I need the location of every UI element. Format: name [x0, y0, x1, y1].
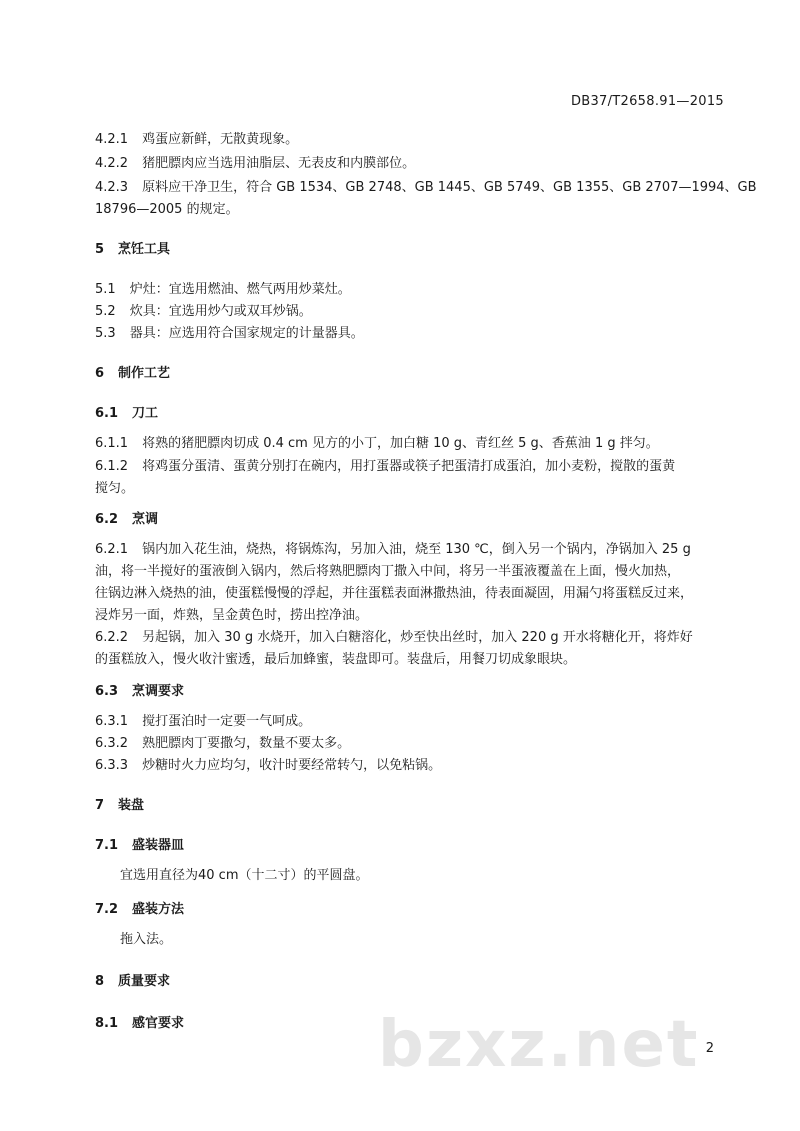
clause-6-2-2-line-2: 的蛋糕放入，慢火收汁蜜透，最后加蜂蜜，装盘即可。装盘后，用餐刀切成象眼块。 — [95, 652, 577, 667]
section-5-heading — [95, 240, 170, 260]
clause-number: 6.1.1 — [95, 436, 129, 451]
section-number: 7 — [95, 798, 105, 813]
clause-number: 6.3.2 — [95, 736, 129, 751]
clause-text: 搅打蛋泊时一定要一气呵成。 — [142, 714, 312, 729]
clause-number: 4.2.2 — [95, 156, 129, 171]
section-6-heading — [95, 364, 170, 384]
subsection-6-1-heading — [95, 404, 158, 424]
clause-number: 6.1.2 — [95, 459, 129, 474]
clause-6-3-2 — [95, 734, 350, 754]
clause-text: 熟肥膘肉丁要撒匀，数量不要太多。 — [142, 736, 351, 751]
section-title: 烹饪工具 — [118, 242, 171, 257]
section-number: 5 — [95, 242, 105, 257]
clause-text: 原料应干净卫生，符合 GB 1534、GB 2748、GB 1445、GB 5749、GB 1355、GB 2707—1994、GB — [142, 180, 757, 195]
subsection-8-1-heading — [95, 1014, 184, 1034]
clause-text: 将熟的猪肥膘肉切成 0.4 cm 见方的小丁，加白糖 10 g、青红丝 5 g、香蕉油 1 g 拌匀。 — [142, 436, 659, 451]
clause-number: 5.2 — [95, 304, 116, 319]
subsection-7-2-heading — [95, 900, 184, 920]
clause-6-2-1-line-2: 油，将一半搅好的蛋液倒入锅内，然后将熟肥膘肉丁撒入中间，将另一半蛋液覆盖在上面，慢火加热， — [95, 564, 681, 579]
clause-text: 另起锅，加入 30 g 水烧开，加入白糖溶化，炒至快出丝时，加入 220 g 开水将糖化开，将炸好 — [142, 630, 693, 645]
clause-number: 6.3.3 — [95, 758, 129, 773]
clause-5-3 — [95, 324, 364, 344]
clause-text: 器具：应选用符合国家规定的计量器具。 — [129, 326, 364, 341]
section-title: 质量要求 — [118, 974, 171, 989]
clause-6-3-1 — [95, 712, 311, 732]
clause-6-2-1 — [95, 540, 691, 560]
page-number: 2 — [705, 1041, 714, 1056]
clause-5-2 — [95, 302, 312, 322]
subsection-title: 盛装器皿 — [132, 838, 185, 853]
clause-number: 5.1 — [95, 282, 116, 297]
clause-4-2-1 — [95, 130, 298, 150]
subsection-title: 烹调 — [132, 512, 159, 527]
clause-5-1 — [95, 280, 351, 300]
subsection-title: 烹调要求 — [132, 684, 185, 699]
subsection-6-2-heading — [95, 510, 158, 530]
clause-6-1-2 — [95, 457, 675, 477]
subsection-number: 6.1 — [95, 406, 119, 421]
subsection-6-3-heading — [95, 682, 184, 702]
clause-6-1-2-continuation: 搅匀。 — [95, 481, 135, 496]
clause-text: 炒糖时火力应均匀，收汁时要经常转勺，以免粘锅。 — [142, 758, 442, 773]
clause-6-2-1-line-4: 浸炸另一面，炸熟，呈金黄色时，捞出控净油。 — [95, 608, 369, 623]
clause-number: 4.2.1 — [95, 132, 129, 147]
section-title: 装盘 — [118, 798, 145, 813]
subsection-number: 7.1 — [95, 838, 119, 853]
subsection-number: 6.3 — [95, 684, 119, 699]
section-7-heading — [95, 796, 144, 816]
clause-number: 6.2.1 — [95, 542, 129, 557]
section-title: 制作工艺 — [118, 366, 171, 381]
subsection-title: 盛装方法 — [132, 902, 185, 917]
clause-number: 5.3 — [95, 326, 116, 341]
clause-text: 将鸡蛋分蛋清、蛋黄分别打在碗内，用打蛋器或筷子把蛋清打成蛋泊，加小麦粉，搅散的蛋黄 — [142, 459, 676, 474]
clause-7-1-text: 宜选用直径为40 cm（十二寸）的平圆盘。 — [120, 868, 369, 883]
clause-4-2-2 — [95, 154, 415, 174]
clause-6-3-3 — [95, 756, 441, 776]
clause-text: 炊具：宜选用炒勺或双耳炒锅。 — [129, 304, 312, 319]
clause-number: 6.3.1 — [95, 714, 129, 729]
section-8-heading — [95, 972, 170, 992]
clause-text: 锅内加入花生油，烧热，将锅炼沟，另加入油，烧至 130 ℃，倒入另一个锅内，净锅加入 25 g — [142, 542, 691, 557]
clause-number: 4.2.3 — [95, 180, 129, 195]
clause-text: 鸡蛋应新鲜，无散黄现象。 — [142, 132, 299, 147]
clause-4-2-3-continuation: 18796—2005 的规定。 — [95, 202, 239, 217]
subsection-title: 感官要求 — [132, 1016, 185, 1031]
subsection-number: 6.2 — [95, 512, 119, 527]
subsection-number: 8.1 — [95, 1016, 119, 1031]
clause-4-2-3 — [95, 178, 757, 198]
subsection-7-1-heading — [95, 836, 184, 856]
clause-7-2-text: 拖入法。 — [120, 932, 173, 947]
clause-6-2-2 — [95, 628, 693, 648]
subsection-number: 7.2 — [95, 902, 119, 917]
clause-text: 炉灶：宜选用燃油、燃气两用炒菜灶。 — [129, 282, 351, 297]
clause-6-1-1 — [95, 434, 659, 454]
clause-number: 6.2.2 — [95, 630, 129, 645]
section-number: 8 — [95, 974, 105, 989]
watermark: bzxz.net — [378, 1008, 700, 1082]
subsection-title: 刀工 — [132, 406, 159, 421]
section-number: 6 — [95, 366, 105, 381]
document-code: DB37/T2658.91—2015 — [570, 94, 724, 109]
clause-text: 猪肥膘肉应当选用油脂层、无表皮和内膜部位。 — [142, 156, 416, 171]
clause-6-2-1-line-3: 往锅边淋入烧热的油，使蛋糕慢慢的浮起，并往蛋糕表面淋撒热油，待表面凝固，用漏勺将蛋糕反过来， — [95, 586, 694, 601]
